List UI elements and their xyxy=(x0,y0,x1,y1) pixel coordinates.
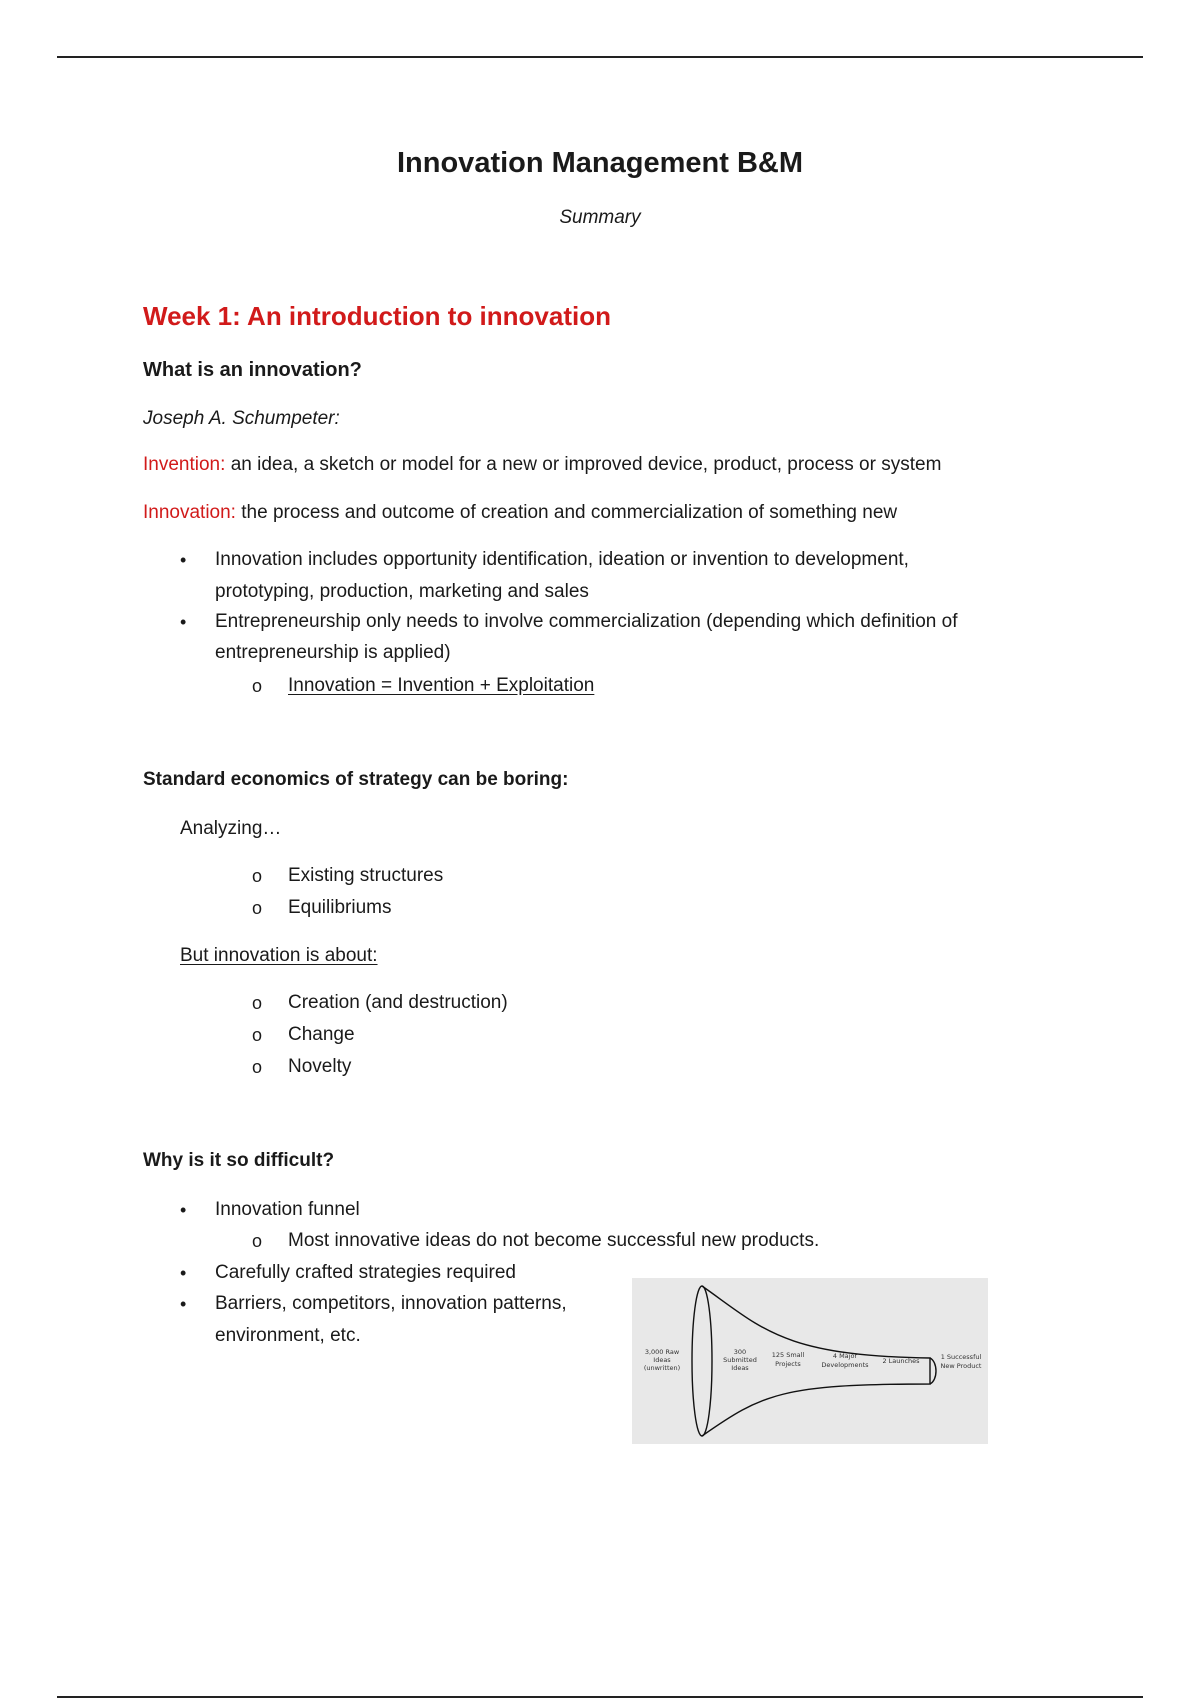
list-item: Novelty xyxy=(288,1056,352,1077)
funnel-svg xyxy=(632,1278,988,1444)
sub-bullet-icon: o xyxy=(252,866,263,886)
funnel-stage-label: Ideas xyxy=(731,1364,749,1372)
invention-term: Invention: xyxy=(143,454,226,475)
list-item: Existing structures xyxy=(288,865,444,886)
week-heading: Week 1: An introduction to innovation xyxy=(143,301,611,331)
list-item: Creation (and destruction) xyxy=(288,992,508,1013)
innovation-text: the process and outcome of creation and commercialization of something new xyxy=(241,502,898,523)
funnel-stage-label: 1 Successful xyxy=(940,1353,982,1361)
bullet-icon: • xyxy=(180,1263,187,1283)
innovation-definition xyxy=(143,501,897,525)
author-line: Joseph A. Schumpeter: xyxy=(143,408,340,429)
bullet-item: Innovation includes opportunity identification, ideation or invention to development, xyxy=(215,549,909,570)
header-rule xyxy=(57,56,1143,58)
bullet-item-cont: environment, etc. xyxy=(215,1325,361,1346)
funnel-stage-label: Developments xyxy=(821,1361,869,1369)
document-subtitle: Summary xyxy=(559,207,641,228)
funnel-stage-label: 2 Launches xyxy=(882,1357,920,1365)
bullet-item: Carefully crafted strategies required xyxy=(215,1262,516,1283)
analyzing-label: Analyzing… xyxy=(180,818,282,839)
funnel-mouth xyxy=(692,1286,712,1436)
innovation-funnel-figure xyxy=(632,1278,988,1444)
document-title: Innovation Management B&M xyxy=(396,147,803,179)
section-heading-standard: Standard economics of strategy can be boring: xyxy=(143,769,569,790)
funnel-stage-label: (unwritten) xyxy=(643,1364,681,1372)
funnel-stage-label: Ideas xyxy=(653,1356,671,1364)
funnel-stage-label: 125 Small xyxy=(771,1351,805,1359)
section-heading-difficult: Why is it so difficult? xyxy=(143,1150,335,1171)
funnel-stage-label: 300 xyxy=(733,1348,747,1356)
sub-bullet-icon: o xyxy=(252,993,263,1013)
bullet-icon: • xyxy=(180,612,187,632)
list-item: Most innovative ideas do not become successful new products. xyxy=(288,1230,820,1251)
formula-line: Innovation = Invention + Exploitation xyxy=(288,675,595,696)
bullet-icon: • xyxy=(180,1200,187,1220)
bullet-item-cont: entrepreneurship is applied) xyxy=(215,642,451,663)
but-innovation-label: But innovation is about: xyxy=(180,945,378,966)
funnel-end xyxy=(930,1358,936,1384)
funnel-stage-label: New Product xyxy=(940,1362,982,1370)
sub-bullet-icon: o xyxy=(252,1025,263,1045)
footer-rule xyxy=(57,1696,1143,1698)
invention-text: an idea, a sketch or model for a new or improved device, product, process or system xyxy=(230,454,942,475)
sub-bullet-icon: o xyxy=(252,676,263,696)
bullet-item: Barriers, competitors, innovation patterns, xyxy=(215,1293,567,1314)
bullet-icon: • xyxy=(180,550,187,570)
sub-bullet-icon: o xyxy=(252,1231,263,1251)
innovation-term: Innovation: xyxy=(143,502,236,523)
bullet-item: Entrepreneurship only needs to involve commercialization (depending which definition of xyxy=(215,611,958,632)
funnel-stage-label: 4 Major xyxy=(832,1352,858,1360)
bullet-item-cont: prototyping, production, marketing and sales xyxy=(215,581,589,602)
list-item: Change xyxy=(288,1024,355,1045)
funnel-stage-label: Submitted xyxy=(723,1356,757,1364)
invention-definition xyxy=(143,453,941,477)
bullet-item: Innovation funnel xyxy=(215,1199,360,1220)
bullet-icon: • xyxy=(180,1294,187,1314)
funnel-stage-label: Projects xyxy=(775,1360,801,1368)
sub-bullet-icon: o xyxy=(252,898,263,918)
sub-bullet-icon: o xyxy=(252,1057,263,1077)
list-item: Equilibriums xyxy=(288,897,392,918)
funnel-stage-label: 3,000 Raw xyxy=(644,1348,680,1356)
section-heading-what-is: What is an innovation? xyxy=(143,359,362,381)
